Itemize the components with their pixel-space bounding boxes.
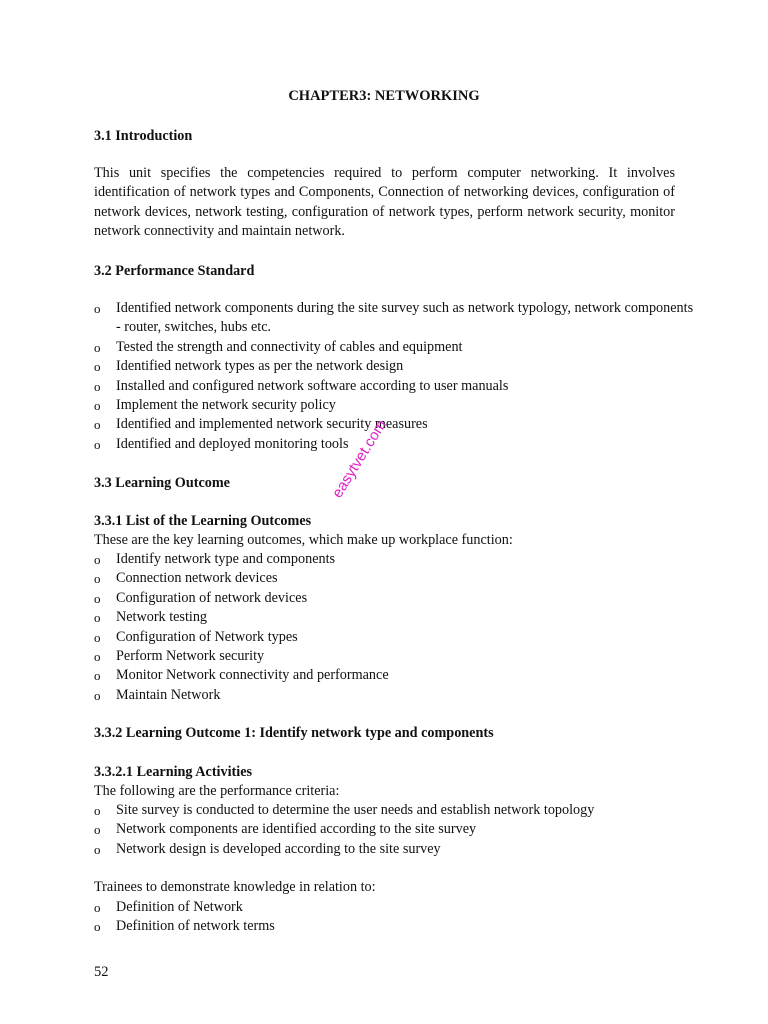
list-item: o Connection network devices xyxy=(94,569,694,588)
bullet-icon: o xyxy=(94,822,101,838)
bullet-icon: o xyxy=(94,900,101,915)
bullet-icon: o xyxy=(94,417,101,433)
bullet-icon: o xyxy=(94,590,101,606)
list-item: o Configuration of network devices xyxy=(94,589,694,608)
list-item: o Identified and deployed monitoring tools xyxy=(94,435,694,454)
list-item: o Maintain Network xyxy=(94,686,694,705)
section-heading-introduction: 3.1 Introduction xyxy=(94,128,193,144)
bullet-icon: o xyxy=(94,398,101,414)
watermark: easytvet.com xyxy=(328,417,391,502)
chapter-title: CHAPTER3: NETWORKING xyxy=(288,88,480,104)
bullet-icon: o xyxy=(94,610,101,626)
knowledge-intro-text: Trainees to demonstrate knowledge in relation to: xyxy=(94,879,376,895)
bullet-icon: o xyxy=(94,803,101,818)
bullet-icon: o xyxy=(94,359,101,375)
list-item: o Installed and configured network software according to user manuals xyxy=(94,377,694,396)
performance-criteria-list xyxy=(94,801,694,859)
list-item: o Identified and implemented network security measures xyxy=(94,415,694,434)
criteria-intro-text: The following are the performance criteria: xyxy=(94,783,340,799)
list-item: o Perform Network security xyxy=(94,647,694,666)
introduction-paragraph: This unit specifies the competencies required to perform computer networking. It involves identification of network types and Components, Connection of networking devices, configuration of network devices, network testing, configuration of network types, perform network security, monitor network connectivity and maintain network. xyxy=(94,165,675,239)
subsection-heading-learning-activities: 3.3.2.1 Learning Activities xyxy=(94,764,253,780)
performance-standard-list xyxy=(94,299,694,454)
list-item: o Network design is developed according to the site survey xyxy=(94,840,694,859)
bullet-icon: o xyxy=(94,919,101,935)
bullet-icon: o xyxy=(94,339,101,355)
list-item: o Configuration of Network types xyxy=(94,628,694,647)
list-item: o Definition of network terms xyxy=(94,917,694,936)
bullet-icon: o xyxy=(94,649,101,665)
section-heading-performance-standard: 3.2 Performance Standard xyxy=(94,263,255,279)
bullet-icon: o xyxy=(94,552,101,567)
list-item: o Identified network components during the site survey such as network typology, network components - router, switches, hubs etc. xyxy=(94,300,694,336)
bullet-icon: o xyxy=(94,378,101,394)
learning-outcomes-list xyxy=(94,550,694,705)
list-item: o Tested the strength and connectivity of cables and equipment xyxy=(94,338,694,357)
bullet-icon: o xyxy=(94,687,101,703)
list-item: o Network components are identified according to the site survey xyxy=(94,820,694,839)
bullet-icon: o xyxy=(94,629,101,645)
page-number: 52 xyxy=(94,964,109,980)
section-heading-learning-outcome: 3.3 Learning Outcome xyxy=(94,475,230,491)
list-item: o Monitor Network connectivity and performance xyxy=(94,666,694,685)
list-item: o Implement the network security policy xyxy=(94,396,694,415)
list-item: o Site survey is conducted to determine the user needs and establish network topology xyxy=(94,801,694,820)
bullet-icon: o xyxy=(94,668,101,684)
list-item: o Identify network type and components xyxy=(94,550,694,569)
outcomes-intro-text: These are the key learning outcomes, which make up workplace function: xyxy=(94,532,513,548)
bullet-icon: o xyxy=(94,436,101,452)
subsection-heading-list-of-outcomes: 3.3.1 List of the Learning Outcomes xyxy=(94,513,312,529)
bullet-icon: o xyxy=(94,571,101,587)
bullet-icon: o xyxy=(94,841,101,857)
list-item: o Definition of Network xyxy=(94,898,694,917)
list-item: o Network testing xyxy=(94,608,694,627)
bullet-icon: o xyxy=(94,301,101,316)
knowledge-list xyxy=(94,898,694,937)
list-item: o Identified network types as per the network design xyxy=(94,357,694,376)
subsection-heading-learning-outcome-1: 3.3.2 Learning Outcome 1: Identify network type and components xyxy=(94,725,494,741)
